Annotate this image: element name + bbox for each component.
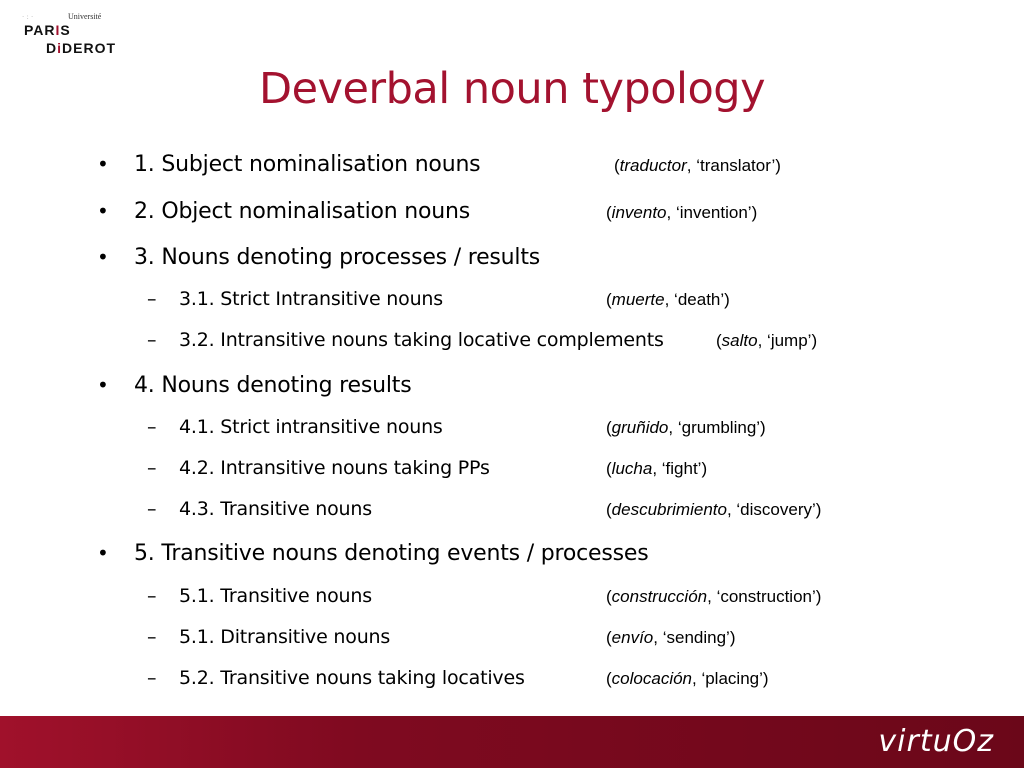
- list-item-text: 5.2. Transitive nouns taking locatives: [179, 667, 525, 689]
- spanish-word: colocación: [611, 669, 692, 688]
- dash-marker: –: [147, 626, 157, 648]
- list-item-text: 1. Subject nominalisation nouns: [134, 152, 481, 177]
- virtuoz-brand-logo: virtuOz: [878, 724, 994, 759]
- spanish-word: salto: [721, 331, 758, 350]
- spanish-word: lucha: [611, 459, 653, 478]
- spanish-word: traductor: [619, 156, 687, 175]
- list-item-text: 5. Transitive nouns denoting events / processes: [134, 541, 649, 566]
- gloss-example: (descubrimiento, ‘discovery’): [606, 500, 822, 519]
- dash-marker: –: [147, 498, 157, 520]
- english-translation: ‘translator’: [696, 156, 776, 175]
- gloss-example: (invento, ‘invention’): [606, 203, 758, 222]
- paris-diderot-logo: [22, 10, 132, 62]
- english-translation: ‘death’: [674, 290, 725, 309]
- logo-decor: · : ·: [22, 13, 34, 21]
- dash-marker: –: [147, 288, 157, 310]
- slide-title: Deverbal noun typology: [258, 64, 766, 114]
- english-translation: ‘discovery’: [736, 500, 816, 519]
- english-translation: ‘fight’: [661, 459, 702, 478]
- list-item-text: 4.2. Intransitive nouns taking PPs: [179, 457, 490, 479]
- list-item-text: 4.1. Strict intransitive nouns: [179, 416, 443, 438]
- list-item-text: 3.2. Intransitive nouns taking locative complements: [179, 329, 664, 351]
- list-item-text: 3. Nouns denoting processes / results: [134, 245, 541, 270]
- dash-marker: –: [147, 416, 157, 438]
- gloss-example: (colocación, ‘placing’): [606, 669, 769, 688]
- gloss-example: (muerte, ‘death’): [606, 290, 730, 309]
- bullet-marker: •: [97, 152, 109, 176]
- gloss-example: (salto, ‘jump’): [716, 331, 818, 350]
- list-item-text: 4. Nouns denoting results: [134, 373, 412, 398]
- list-item-text: 2. Object nominalisation nouns: [134, 199, 471, 224]
- spanish-word: invento: [611, 203, 667, 222]
- spanish-word: descubrimiento: [611, 500, 727, 519]
- spanish-word: gruñido: [611, 418, 669, 437]
- english-translation: ‘grumbling’: [677, 418, 761, 437]
- spanish-word: envío: [611, 628, 654, 647]
- gloss-example: (lucha, ‘fight’): [606, 459, 708, 478]
- gloss-example: (gruñido, ‘grumbling’): [606, 418, 766, 437]
- list-item-text: 4.3. Transitive nouns: [179, 498, 372, 520]
- bullet-marker: •: [97, 373, 109, 397]
- footer-bar: [0, 716, 1024, 768]
- bullet-marker: •: [97, 541, 109, 565]
- dash-marker: –: [147, 585, 157, 607]
- dash-marker: –: [147, 329, 157, 351]
- logo-univ-text: Université: [68, 12, 102, 21]
- bullet-marker: •: [97, 199, 109, 223]
- english-translation: ‘sending’: [662, 628, 730, 647]
- dash-marker: –: [147, 457, 157, 479]
- dash-marker: –: [147, 667, 157, 689]
- english-translation: ‘jump’: [767, 331, 812, 350]
- gloss-example: (construcción, ‘construction’): [606, 587, 822, 606]
- logo-line-2: DiDEROT: [46, 40, 117, 56]
- spanish-word: muerte: [611, 290, 665, 309]
- english-translation: ‘construction’: [716, 587, 816, 606]
- bullet-marker: •: [97, 245, 109, 269]
- list-item-text: 5.1. Ditransitive nouns: [179, 626, 391, 648]
- list-item-text: 3.1. Strict Intransitive nouns: [179, 288, 443, 310]
- logo-line-1: PARIS: [24, 22, 71, 38]
- english-translation: ‘invention’: [675, 203, 752, 222]
- gloss-example: (traductor, ‘translator’): [614, 156, 781, 175]
- list-item-text: 5.1. Transitive nouns: [179, 585, 372, 607]
- spanish-word: construcción: [611, 587, 708, 606]
- gloss-example: (envío, ‘sending’): [606, 628, 736, 647]
- english-translation: ‘placing’: [701, 669, 763, 688]
